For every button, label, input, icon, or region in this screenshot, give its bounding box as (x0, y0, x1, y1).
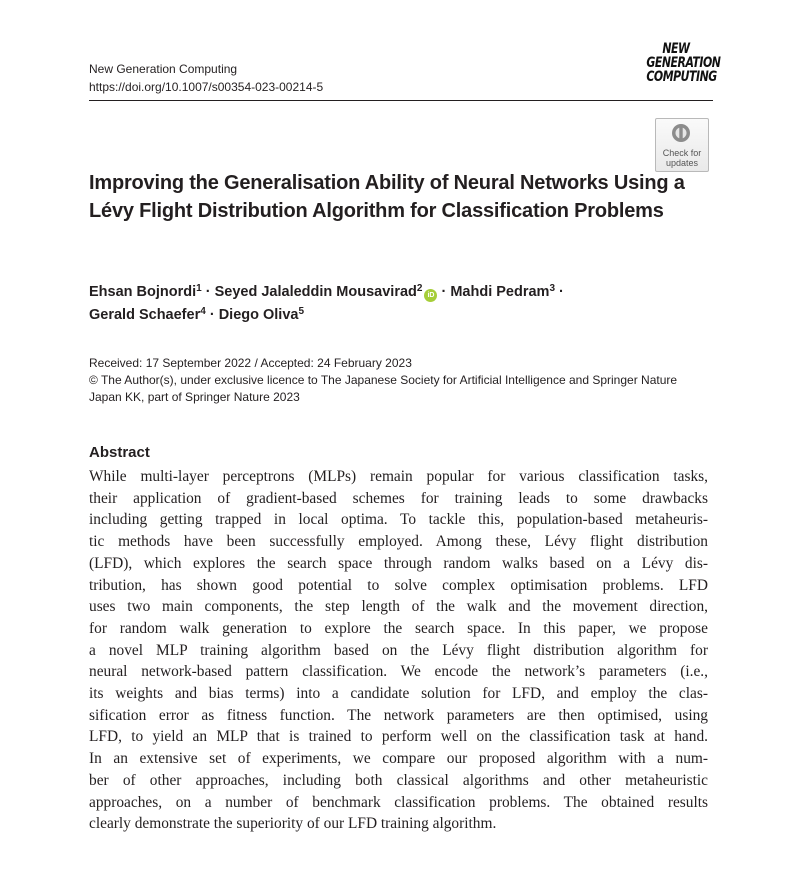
author-name[interactable]: Ehsan Bojnordi (89, 284, 197, 300)
copyright-line-2: Japan KK, part of Springer Nature 2023 (89, 390, 300, 404)
abstract-line: their application of gradient-based schemes for training leads to some drawbacks (89, 489, 708, 507)
check-updates-line-2: updates (665, 158, 699, 168)
journal-header (89, 60, 717, 96)
author-name[interactable]: Mahdi Pedram (450, 284, 550, 300)
doi-link[interactable]: https://doi.org/10.1007/s00354-023-00214-5 (89, 80, 324, 94)
author-name[interactable]: Diego Oliva (218, 307, 299, 323)
orcid-icon[interactable]: iD (424, 289, 437, 302)
check-for-updates-button[interactable] (655, 118, 709, 172)
author-affiliation: 4 (200, 306, 206, 317)
abstract-line: tribution, has shown good potential to solve complex optimisation problems. LFD (89, 576, 708, 594)
abstract-line: In an extensive set of experiments, we compare our proposed algorithm with a num- (89, 750, 708, 768)
received-accepted: Received: 17 September 2022 / Accepted: 24 February 2023 (89, 356, 412, 370)
abstract-line: (LFD), which explores the search space through random walks based on a Lévy dis- (89, 554, 708, 572)
check-updates-label (656, 148, 708, 168)
abstract-line: sification error as fitness function. The network parameters are then optimised, using (89, 706, 708, 724)
author-name[interactable]: Gerald Schaefer (89, 307, 201, 323)
abstract-line: approaches, on a number of benchmark classification problems. The obtained results (89, 793, 708, 811)
journal-logo (638, 41, 721, 96)
abstract-line: neural network-based pattern classification. We encode the network’s parameters (i.e., (89, 663, 708, 681)
abstract-line: LFD, to yield an MLP that is trained to perform well on the classification task at hand. (89, 728, 708, 746)
abstract-line: a novel MLP training algorithm based on the Lévy flight distribution algorithm for (89, 641, 708, 659)
author-list: Ehsan Bojnordi$^1$ · Seyed Jalaleddin Mousavirad$^2$iD · Mahdi Pedram$^3$ · Gerald Schaefer$^4$ · Diego Oliva$^5$ (89, 283, 564, 323)
author-affiliation: 1 (196, 283, 202, 294)
logo-line-2: GENERATION (646, 55, 721, 71)
abstract-heading: Abstract (89, 444, 150, 461)
abstract-line: While multi-layer perceptrons (MLPs) remain popular for various classification tasks, (89, 468, 708, 485)
abstract-line: its weights and bias terms) into a candidate solution for LFD, and employ the clas- (89, 685, 708, 703)
abstract-line: uses two main components, the step length of the walk and the movement direction, (89, 598, 708, 616)
abstract-line: ber of other approaches, including both classical algorithms and other metaheuristic (89, 771, 708, 789)
abstract-line: tic methods have been successfully employed. Among these, Lévy flight distribution (89, 533, 708, 551)
copyright-line-1: © The Author(s), under exclusive licence to The Japanese Society for Artificial Intelligence and Springer Nature (89, 373, 678, 387)
author-affiliation: 5 (298, 306, 305, 317)
abstract-body (89, 466, 708, 835)
publication-dates (89, 355, 719, 406)
author-affiliation: 2 (416, 283, 423, 294)
check-updates-line-1: Check for (662, 148, 702, 158)
abstract-line: clearly demonstrate the superiority of our LFD training algorithm. (89, 815, 497, 833)
abstract-line: for random walk generation to explore the search space. In this paper, we propose (89, 619, 708, 637)
abstract-line: including getting trapped in local optima. To tackle this, population-based metaheuris- (89, 511, 708, 529)
check-updates-icon (671, 123, 691, 143)
journal-name: New Generation Computing (89, 62, 238, 76)
logo-line-1: NEW (662, 41, 690, 57)
author-affiliation: 3 (549, 283, 556, 294)
header-rule (89, 100, 713, 101)
author-name[interactable]: Seyed Jalaleddin Mousavirad (214, 284, 417, 300)
logo-line-3: COMPUTING (646, 69, 717, 85)
paper-title: Improving the Generalisation Ability of Neural Networks Using a Lévy Flight Distribution Algorithm for Classification Problems (89, 172, 685, 222)
